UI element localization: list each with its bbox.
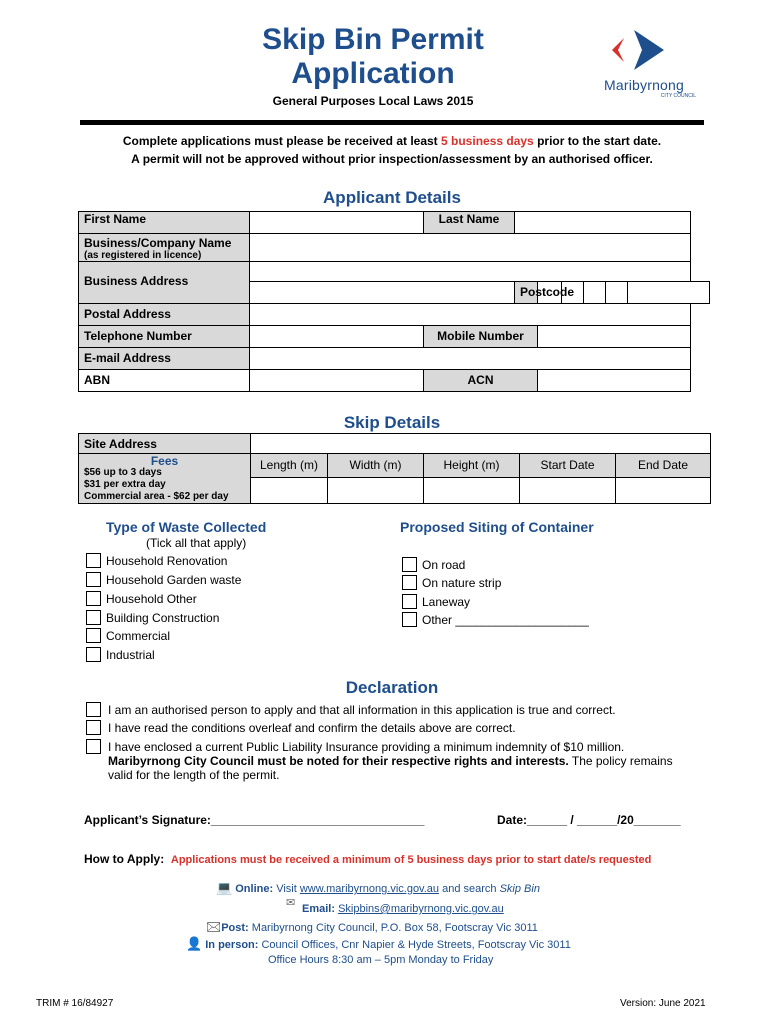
end-date-label: End Date xyxy=(616,454,711,478)
page-subtitle: General Purposes Local Laws 2015 xyxy=(272,94,474,108)
first-name-field[interactable] xyxy=(250,212,424,234)
office-hours: Office Hours 8:30 am – 5pm Monday to Friday xyxy=(268,954,494,966)
intro-line1: Complete applications must please be received at least 5 business days prior to the start date. xyxy=(122,134,662,148)
siting-option-4[interactable]: Other ____________________ xyxy=(402,612,589,627)
mobile-field[interactable] xyxy=(538,326,691,348)
checkbox[interactable] xyxy=(86,553,101,568)
page-title-line1: Skip Bin Permit xyxy=(262,23,484,56)
telephone-field[interactable] xyxy=(250,326,424,348)
site-address-label: Site Address xyxy=(79,434,251,454)
abn-label: ABN xyxy=(79,370,250,392)
header-rule xyxy=(80,120,704,125)
postcode-spacer xyxy=(628,282,710,304)
start-date-label: Start Date xyxy=(520,454,616,478)
council-logo xyxy=(604,26,704,99)
length-field[interactable] xyxy=(251,478,328,504)
email-link[interactable]: Skipbins@maribyrnong.vic.gov.au xyxy=(338,903,504,915)
siting-option-3[interactable]: Laneway xyxy=(402,594,470,609)
fee-line-1: $56 up to 3 days xyxy=(84,467,162,478)
page-title-line2: Application xyxy=(291,57,455,90)
business-name-label: Business/Company Name (as registered in licence) xyxy=(79,234,250,262)
waste-option-3[interactable]: Household Other xyxy=(86,591,197,606)
mobile-label: Mobile Number xyxy=(424,326,538,348)
siting-option-2[interactable]: On nature strip xyxy=(402,575,501,590)
start-date-field[interactable] xyxy=(520,478,616,504)
last-name-field[interactable] xyxy=(515,212,691,234)
person-icon: 👤 xyxy=(186,936,203,951)
postal-address-field[interactable] xyxy=(250,304,691,326)
declaration-checkbox-2[interactable] xyxy=(86,720,101,735)
checkbox[interactable] xyxy=(86,572,101,587)
abn-field[interactable] xyxy=(250,370,424,392)
checkbox[interactable] xyxy=(86,610,101,625)
siting-heading: Proposed Siting of Container xyxy=(400,519,594,535)
waste-option-6[interactable]: Industrial xyxy=(86,647,155,662)
email-row: Email: Skipbins@maribyrnong.vic.gov.au xyxy=(302,903,504,915)
business-name-field[interactable] xyxy=(250,234,691,262)
checkbox[interactable] xyxy=(402,612,417,627)
fees-label: Fees xyxy=(150,454,179,468)
height-label: Height (m) xyxy=(424,454,520,478)
postcode-digit-4[interactable] xyxy=(606,282,628,304)
last-name-label: Last Name xyxy=(424,212,515,234)
mail-icon: 🖂 xyxy=(206,919,222,934)
postcode-digit-3[interactable] xyxy=(584,282,606,304)
postcode-label: Postcode xyxy=(515,282,538,304)
checkbox[interactable] xyxy=(402,594,417,609)
business-address-field[interactable] xyxy=(250,262,691,282)
length-label: Length (m) xyxy=(251,454,328,478)
in-person-row: 👤 In person: Council Offices, Cnr Napier & Hyde Streets, Footscray Vic 3011 xyxy=(186,936,571,951)
email-field[interactable] xyxy=(250,348,691,370)
width-field[interactable] xyxy=(328,478,424,504)
height-field[interactable] xyxy=(424,478,520,504)
computer-icon: 💻 xyxy=(216,880,233,895)
council-logo-icon xyxy=(604,26,704,74)
business-address-label: Business Address xyxy=(79,262,250,304)
declaration-heading: Declaration xyxy=(345,678,439,697)
declaration-item-1: I am an authorised person to apply and that all information in this application is true and correct. xyxy=(108,703,616,717)
logo-text: Maribyrnong xyxy=(604,77,685,93)
date-line[interactable]: Date:______ / ______/20_______ xyxy=(497,813,681,827)
version: Version: June 2021 xyxy=(620,998,706,1009)
checkbox[interactable] xyxy=(402,557,417,572)
waste-heading: Type of Waste Collected xyxy=(106,519,267,535)
siting-option-1[interactable]: On road xyxy=(402,557,465,572)
waste-option-5[interactable]: Commercial xyxy=(86,628,170,643)
site-address-field[interactable] xyxy=(251,434,711,454)
logo-subtext: CITY COUNCIL xyxy=(660,93,696,99)
first-name-label: First Name xyxy=(79,212,250,234)
declaration-item-2: I have read the conditions overleaf and confirm the details above are correct. xyxy=(108,721,516,735)
waste-option-4[interactable]: Building Construction xyxy=(86,610,219,625)
waste-option-2[interactable]: Household Garden waste xyxy=(86,572,241,587)
checkbox[interactable] xyxy=(86,591,101,606)
how-to-apply: How to Apply: Applications must be received a minimum of 5 business days prior to start date/s requested xyxy=(84,852,652,866)
waste-note: (Tick all that apply) xyxy=(146,536,247,550)
post-row: 🖂Post: Maribyrnong City Council, P.O. Box 58, Footscray Vic 3011 xyxy=(206,919,538,934)
declaration-checkbox-1[interactable] xyxy=(86,702,101,717)
skip-table xyxy=(78,433,711,504)
skip-heading: Skip Details xyxy=(343,413,441,432)
signature-line[interactable]: Applicant’s Signature:________________________________ xyxy=(84,813,425,827)
fees-cell xyxy=(79,454,251,504)
email-label: E-mail Address xyxy=(79,348,250,370)
declaration-item-3: I have enclosed a current Public Liability Insurance providing a minimum indemnity of $10 million. Maribyrnong City Council must be noted for their respective rights and interests. The policy remains valid for the length of the permit. xyxy=(108,740,673,782)
business-address-field-2[interactable] xyxy=(250,282,515,304)
intro-line2: A permit will not be approved without prior inspection/assessment by an authorised officer. xyxy=(131,152,653,166)
waste-option-1[interactable]: Household Renovation xyxy=(86,553,227,568)
online-row: 💻 Online: Visit www.maribyrnong.vic.gov.au and search Skip Bin xyxy=(216,880,540,895)
checkbox[interactable] xyxy=(86,628,101,643)
email-icon: ✉ xyxy=(286,897,296,909)
acn-label: ACN xyxy=(424,370,538,392)
width-label: Width (m) xyxy=(328,454,424,478)
fee-line-3: Commercial area - $62 per day xyxy=(84,491,229,502)
telephone-label: Telephone Number xyxy=(79,326,250,348)
checkbox[interactable] xyxy=(86,647,101,662)
website-link[interactable]: www.maribyrnong.vic.gov.au xyxy=(299,883,440,895)
applicant-heading: Applicant Details xyxy=(323,188,461,207)
fee-line-2: $31 per extra day xyxy=(84,479,166,490)
checkbox[interactable] xyxy=(402,575,417,590)
end-date-field[interactable] xyxy=(616,478,711,504)
postal-address-label: Postal Address xyxy=(79,304,250,326)
acn-field[interactable] xyxy=(538,370,691,392)
applicant-table xyxy=(78,211,710,392)
trim-number: TRIM # 16/84927 xyxy=(36,998,114,1009)
declaration-checkbox-3[interactable] xyxy=(86,739,101,754)
